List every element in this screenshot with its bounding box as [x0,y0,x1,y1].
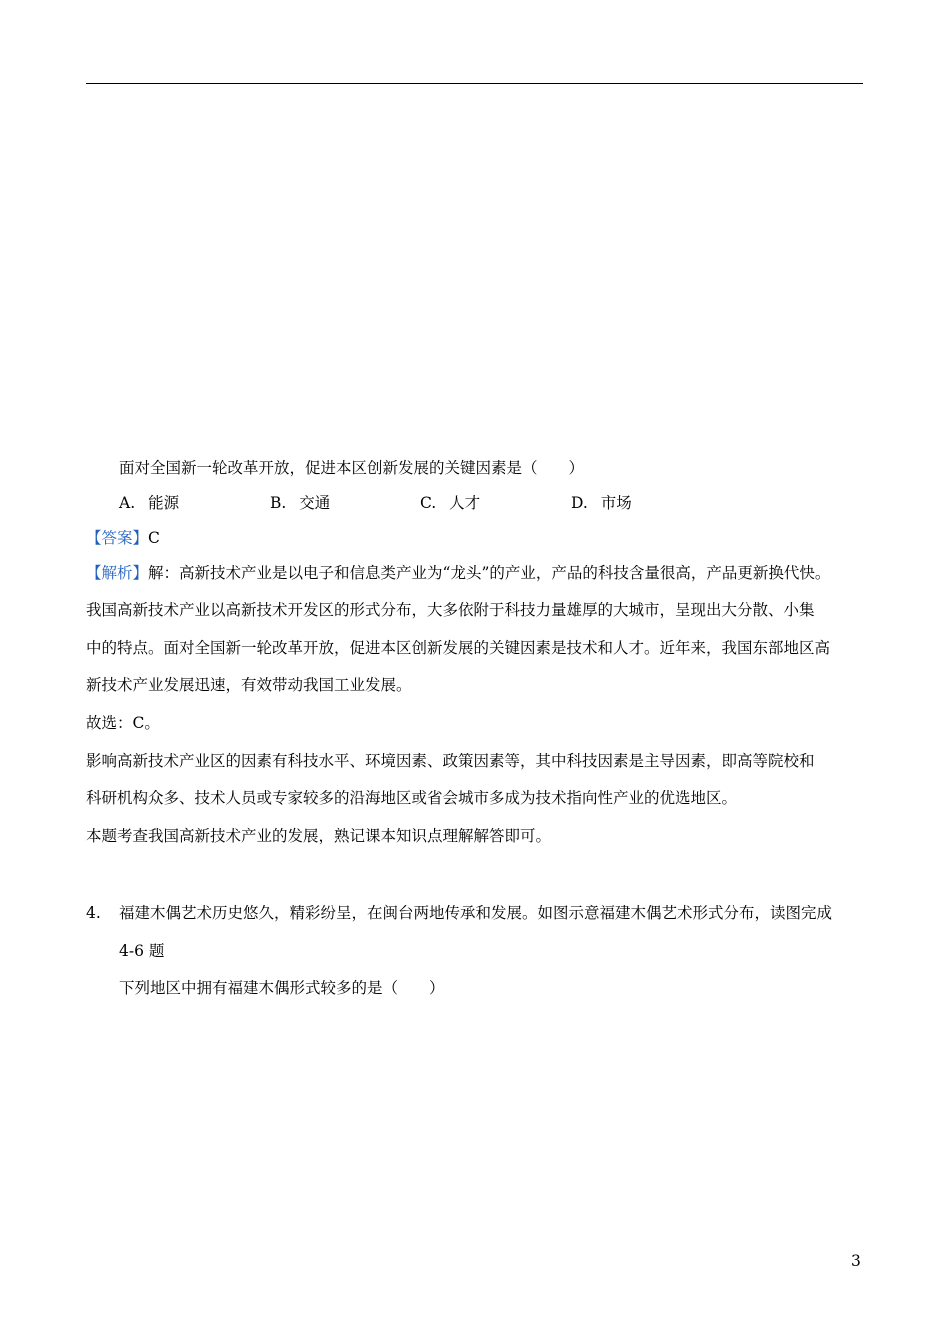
analysis-line-8: 本题考查我国高新技术产业的发展，熟记课本知识点理解解答即可。 [86,827,552,845]
analysis-tag: 【解析】 [86,564,149,582]
option-b[interactable] [270,493,330,513]
question-4-intro-2: 4-6 题 [119,942,165,960]
analysis-line-4: 新技术产业发展迅速，有效带动我国工业发展。 [86,676,412,694]
question-3-stem: 面对全国新一轮改革开放，促进本区创新发展的关键因素是（ ） [119,459,585,477]
option-a[interactable] [119,493,179,513]
analysis-line-3: 中的特点。面对全国新一轮改革开放，促进本区创新发展的关键因素是技术和人才。近年来，我国东部地区高 [86,639,831,657]
question-4-stem: 下列地区中拥有福建木偶形式较多的是（ ） [119,979,445,997]
page-number: 3 [851,1252,861,1270]
analysis-text-1: 解：高新技术产业是以电子和信息类产业为“龙头”的产业，产品的科技含量很高，产品更新换代快。 [148,564,831,582]
answer-line [86,528,160,548]
option-d[interactable] [571,493,632,513]
question-4-intro-1: 福建木偶艺术历史悠久，精彩纷呈，在闽台两地传承和发展。如图示意福建木偶艺术形式分布，读图完成 [119,904,833,922]
option-a-text: 能源 [148,494,180,512]
option-d-text: 市场 [600,494,632,512]
option-d-letter: D. [571,494,588,512]
analysis-line-1 [86,563,830,583]
option-b-text: 交通 [299,494,331,512]
analysis-line-5: 故选：C。 [86,714,160,732]
answer-tag: 【答案】 [86,529,149,547]
option-c[interactable] [420,493,480,513]
option-c-text: 人才 [449,494,481,512]
question-4-number: 4. [86,904,101,922]
analysis-line-6: 影响高新技术产业区的因素有科技水平、环境因素、政策因素等，其中科技因素是主导因素，即高等院校和 [86,752,815,770]
option-a-letter: A. [119,494,136,512]
answer-value: C [148,529,160,547]
header-rule [86,83,863,84]
option-b-letter: B. [270,494,287,512]
analysis-line-2: 我国高新技术产业以高新技术开发区的形式分布，大多依附于科技力量雄厚的大城市，呈现出大分散、小集 [86,601,815,619]
option-c-letter: C. [420,494,437,512]
analysis-line-7: 科研机构众多、技术人员或专家较多的沿海地区或省会城市多成为技术指向性产业的优选地区。 [86,789,738,807]
